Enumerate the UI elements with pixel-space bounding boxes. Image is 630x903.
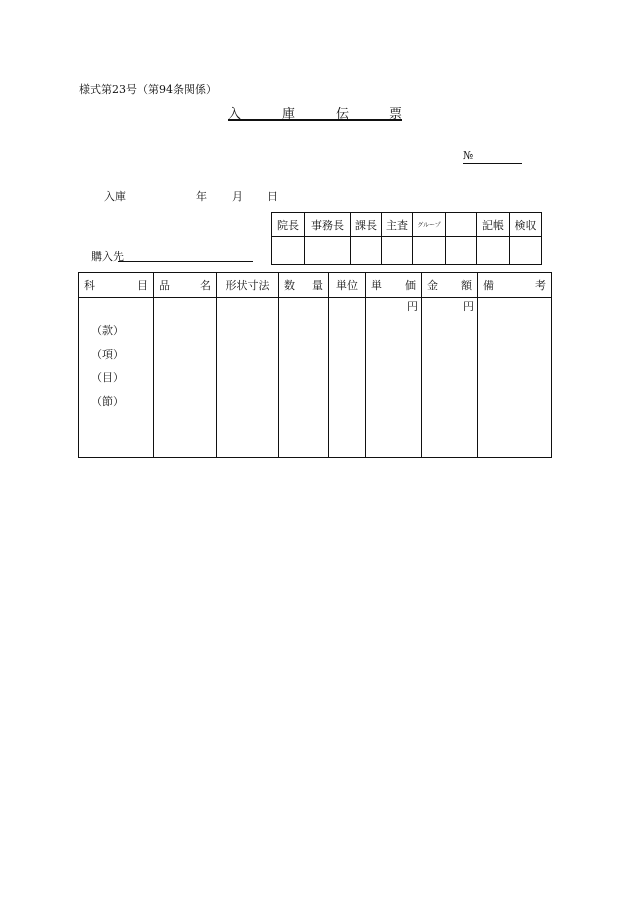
column-header-quantity: 数 量 bbox=[279, 273, 329, 298]
subject-cell[interactable] bbox=[79, 298, 154, 458]
approval-header: 課長 bbox=[351, 213, 382, 237]
approval-header: 主査 bbox=[382, 213, 413, 237]
quantity-cell[interactable] bbox=[279, 298, 329, 458]
entry-table bbox=[78, 272, 552, 458]
approval-stamp-box[interactable] bbox=[382, 237, 413, 265]
number-field bbox=[463, 149, 522, 164]
approval-header: グループ bbox=[413, 213, 446, 237]
approval-stamp-table bbox=[271, 212, 542, 265]
subject-moku: （目） bbox=[91, 371, 124, 384]
approval-stamp-box[interactable] bbox=[510, 237, 542, 265]
approval-stamp-box[interactable] bbox=[477, 237, 510, 265]
month-label: 月 bbox=[232, 190, 243, 203]
column-header-subject: 科 目 bbox=[79, 273, 154, 298]
unit-cell[interactable] bbox=[329, 298, 366, 458]
form-header: 様式第23号（第94条関係） bbox=[79, 83, 217, 96]
approval-stamp-box[interactable] bbox=[446, 237, 477, 265]
subject-setsu: （節） bbox=[91, 394, 124, 408]
purchase-label: 購入先 bbox=[91, 250, 124, 263]
title-char: 庫 bbox=[282, 107, 296, 122]
shape-cell[interactable] bbox=[217, 298, 279, 458]
subject-kan: （款） bbox=[91, 324, 124, 337]
approval-header: 検収 bbox=[510, 213, 542, 237]
column-header-remarks: 備 考 bbox=[478, 273, 552, 298]
approval-stamp-box[interactable] bbox=[272, 237, 305, 265]
number-label: № bbox=[463, 149, 474, 162]
yen-mark: 円 bbox=[463, 300, 474, 313]
yen-mark: 円 bbox=[407, 300, 418, 313]
item-cell[interactable] bbox=[154, 298, 217, 458]
column-header-item: 品 名 bbox=[154, 273, 217, 298]
day-label: 日 bbox=[267, 190, 278, 203]
column-header-unit-price: 単 価 bbox=[366, 273, 422, 298]
year-label: 年 bbox=[196, 190, 207, 203]
title-char: 票 bbox=[389, 107, 403, 122]
approval-stamp-box[interactable] bbox=[413, 237, 446, 265]
column-header-unit: 単位 bbox=[329, 273, 366, 298]
approval-header: 院長 bbox=[272, 213, 305, 237]
remarks-cell[interactable] bbox=[478, 298, 552, 458]
approval-header: 事務長 bbox=[305, 213, 351, 237]
approval-header: 記帳 bbox=[477, 213, 510, 237]
receipt-label: 入庫 bbox=[104, 190, 126, 203]
approval-header bbox=[446, 213, 477, 237]
amount-cell[interactable] bbox=[422, 298, 478, 458]
document-title bbox=[228, 103, 402, 121]
column-header-amount: 金 額 bbox=[422, 273, 478, 298]
column-header-shape: 形状寸法 bbox=[217, 273, 279, 298]
purchase-underline bbox=[118, 261, 253, 262]
title-char: 入 bbox=[228, 107, 242, 122]
approval-stamp-box[interactable] bbox=[305, 237, 351, 265]
subject-kou: （項） bbox=[91, 347, 124, 361]
title-char: 伝 bbox=[336, 107, 350, 122]
unit-price-cell[interactable] bbox=[366, 298, 422, 458]
approval-stamp-box[interactable] bbox=[351, 237, 382, 265]
